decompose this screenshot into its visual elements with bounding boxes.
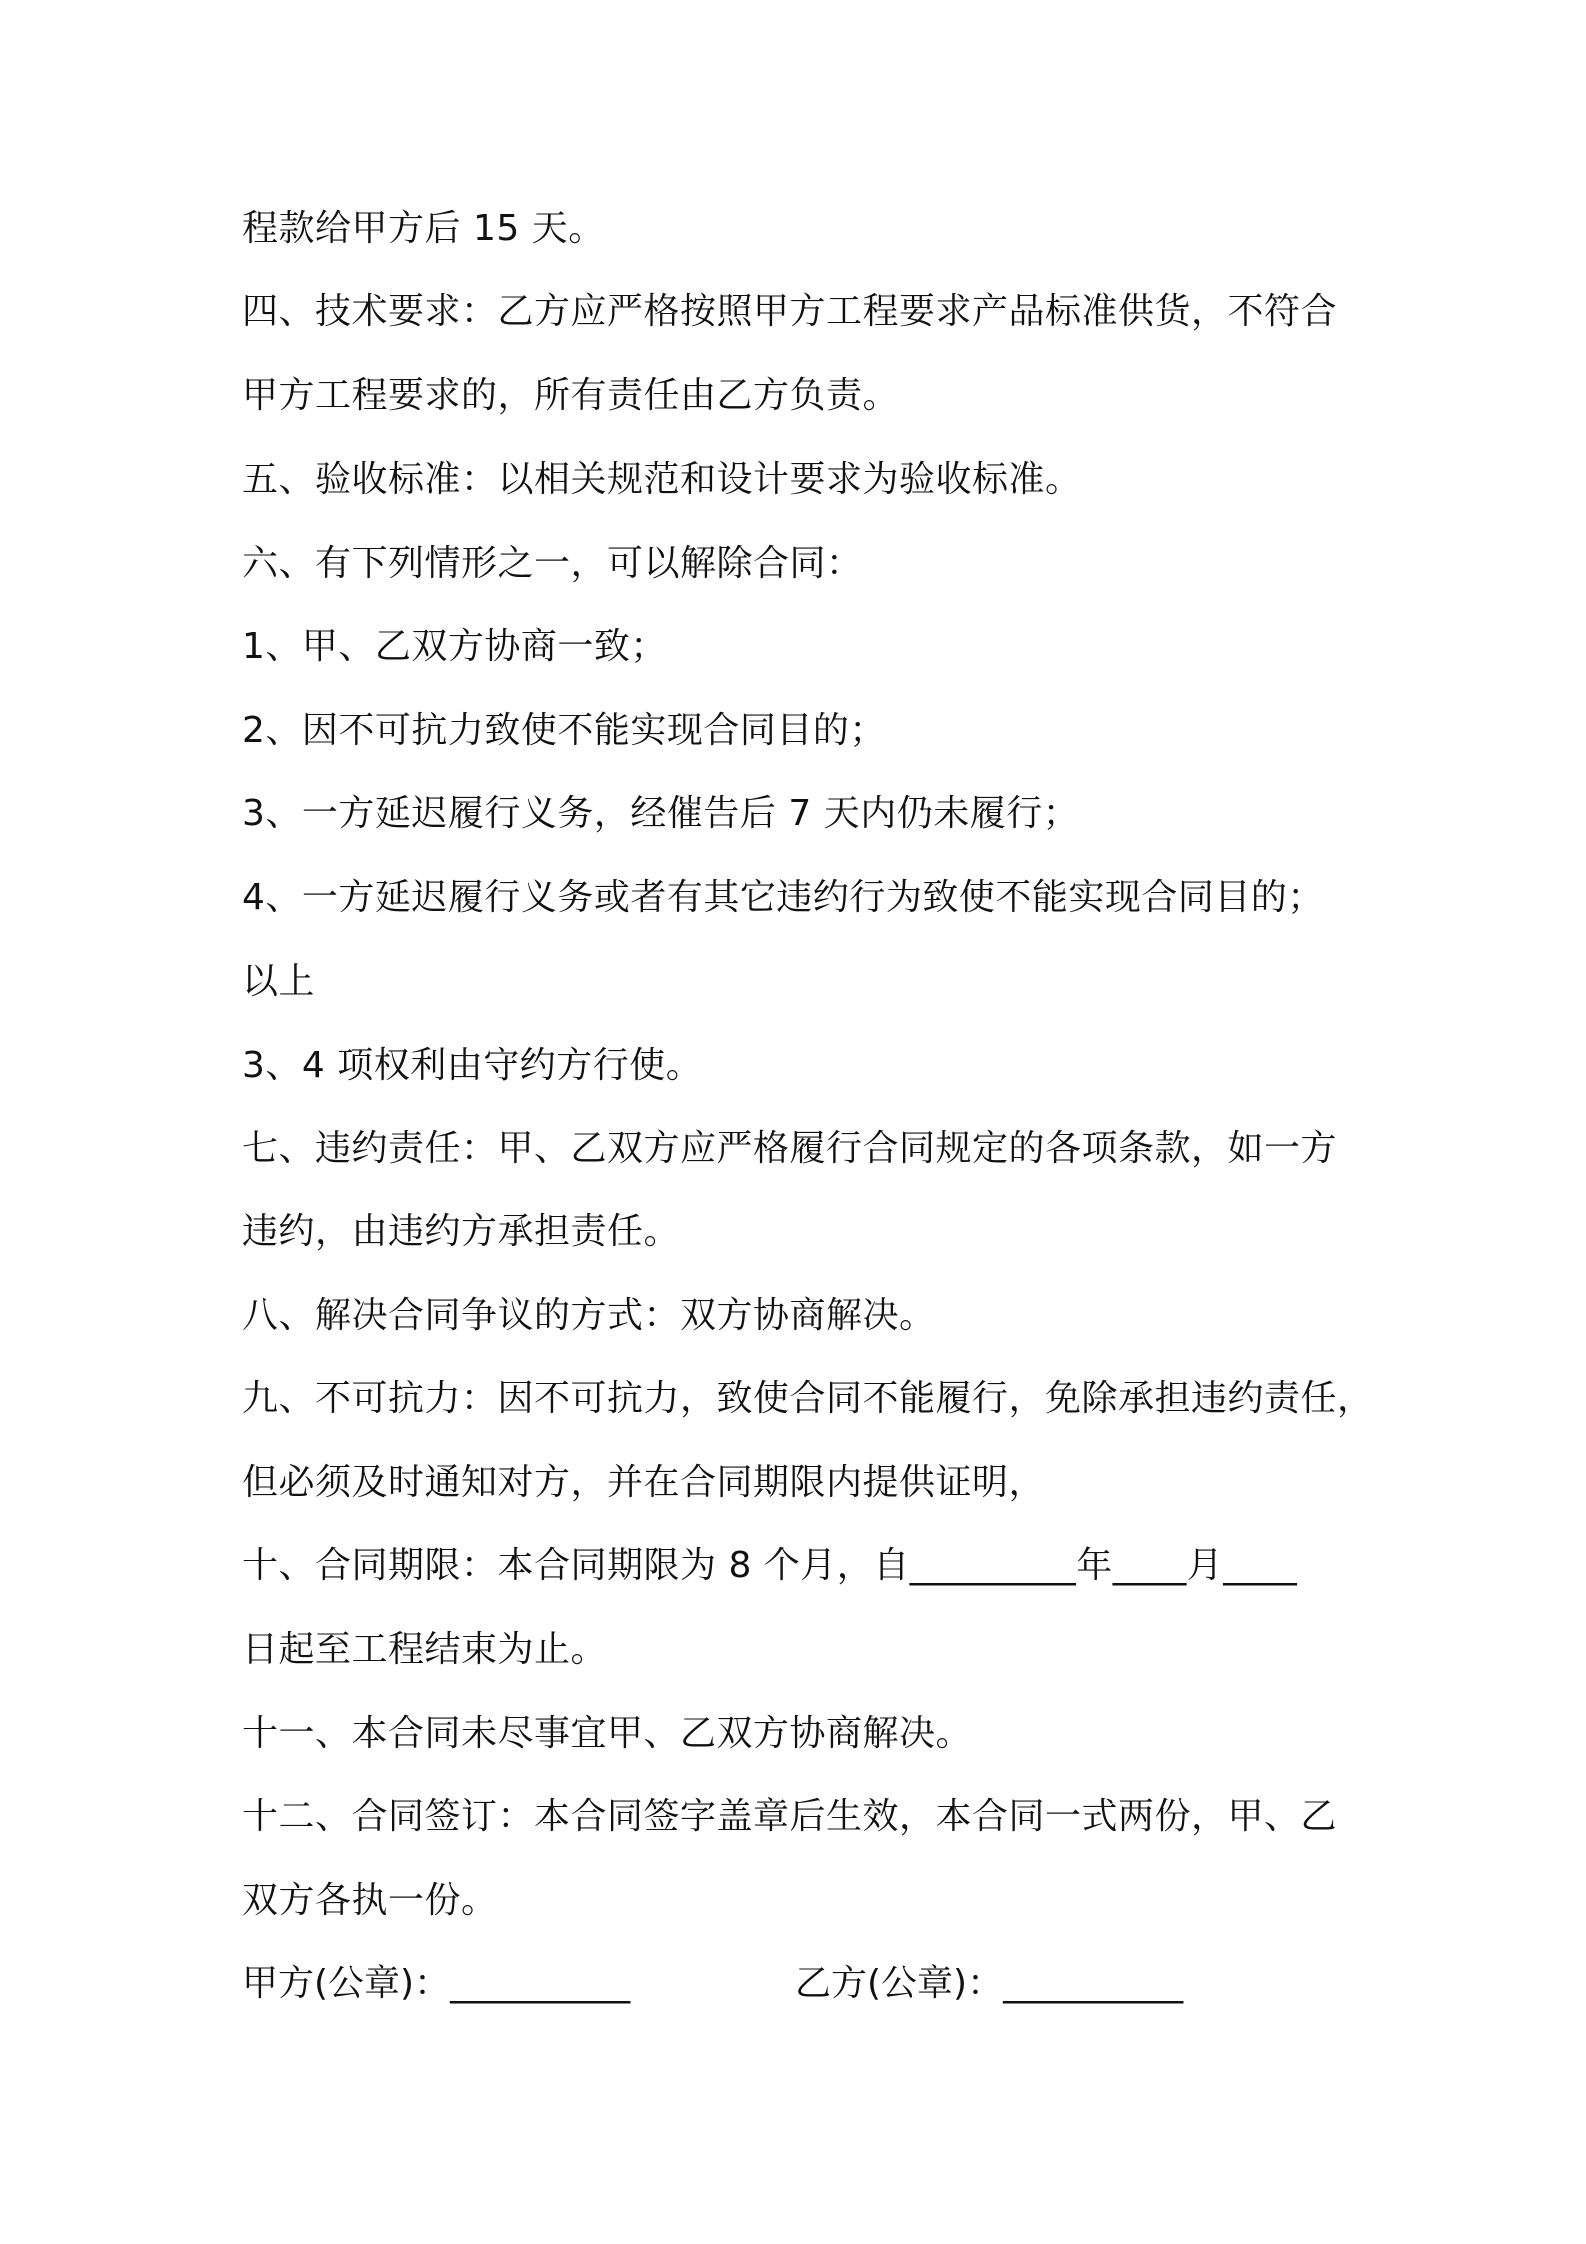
party-a-signature-line: 甲方(公章)：__________ — [242, 1963, 631, 2004]
text-line: 4、一方延迟履行义务或者有其它违约行为致使不能实现合同目的； — [242, 877, 1324, 918]
text-line: 九、不可抗力：因不可抗力，致使合同不能履行，免除承担违约责任， — [242, 1378, 1374, 1419]
text-line: 八、解决合同争议的方式：双方协商解决。 — [242, 1295, 936, 1336]
text-line: 2、因不可抗力致使不能实现合同目的； — [242, 710, 886, 751]
text-line: 双方各执一份。 — [242, 1880, 498, 1921]
text-line: 但必须及时通知对方，并在合同期限内提供证明， — [242, 1462, 1046, 1503]
text-line: 违约，由违约方承担责任。 — [242, 1211, 681, 1252]
text-line: 十一、本合同未尽事宜甲、乙双方协商解决。 — [242, 1713, 973, 1754]
text-line: 1、甲、乙双方协商一致； — [242, 626, 667, 667]
text-line: 程款给甲方后 15 天。 — [242, 208, 605, 249]
party-b-signature-line: 乙方(公章)：__________ — [795, 1963, 1184, 2004]
text-line: 十二、合同签订：本合同签字盖章后生效，本合同一式两份，甲、乙 — [242, 1796, 1338, 1837]
text-line: 六、有下列情形之一，可以解除合同： — [242, 543, 863, 584]
text-line: 3、4 项权利由守约方行使。 — [242, 1045, 703, 1086]
text-line: 十、合同期限：本合同期限为 8 个月，自_________年____月____ — [242, 1545, 1298, 1586]
text-line: 日起至工程结束为止。 — [242, 1629, 608, 1670]
text-line: 五、验收标准：以相关规范和设计要求为验收标准。 — [242, 459, 1082, 500]
text-line: 3、一方延迟履行义务，经催告后 7 天内仍未履行； — [242, 793, 1080, 834]
text-line: 甲方工程要求的，所有责任由乙方负责。 — [242, 375, 900, 416]
text-line: 七、违约责任：甲、乙双方应严格履行合同规定的各项条款，如一方 — [242, 1128, 1338, 1169]
text-line: 四、技术要求：乙方应严格按照甲方工程要求产品标准供货，不符合 — [242, 291, 1338, 332]
text-line: 以上 — [242, 961, 316, 1002]
